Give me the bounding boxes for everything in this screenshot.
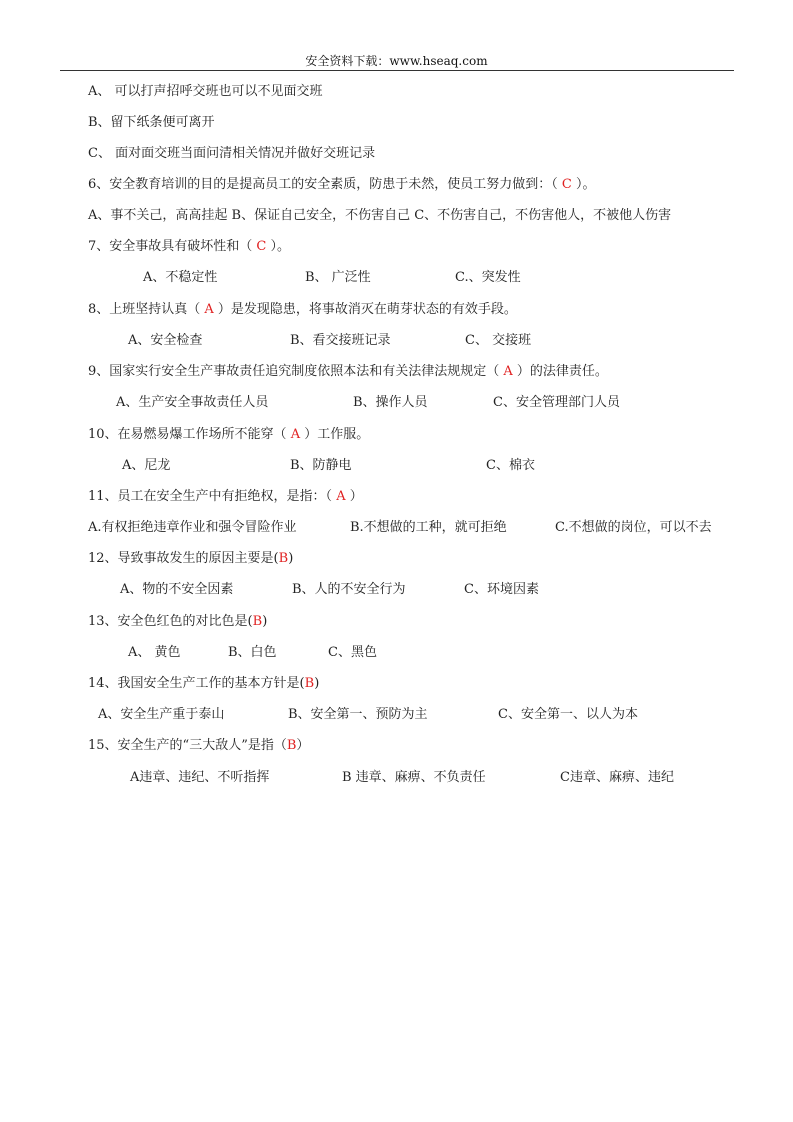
option-c: C、 交接班: [465, 333, 532, 348]
option-b: B、人的不安全行为: [292, 582, 406, 597]
option-a: A.有权拒绝违章作业和强令冒险作业: [88, 520, 297, 535]
question-text: 7、安全事故具有破坏性和（: [88, 239, 257, 254]
option-a: A、 黄色: [128, 645, 181, 660]
answer-mark: B: [286, 738, 297, 753]
question-line: [88, 177, 596, 193]
question-line: [88, 427, 369, 443]
question-line: [88, 676, 319, 692]
question-text-end: ): [262, 614, 268, 629]
option-c: C、棉衣: [486, 458, 535, 473]
option-line: A、 可以打声招呼交班也可以不见面交班: [88, 84, 323, 99]
option-a: A、安全检查: [128, 333, 203, 348]
option-a: A违章、违纪、不听指挥: [130, 770, 270, 785]
question-text-end: ）是发现隐患，将事故消灭在萌芽状态的有效手段。: [213, 302, 517, 317]
question-text: 6、安全教育培训的目的是提高员工的安全素质，防患于未然，使员工努力做到：（: [88, 177, 562, 192]
answer-mark: B: [252, 614, 263, 629]
question-line: [88, 239, 290, 255]
question-line: [88, 489, 363, 505]
option-b: B、安全第一、预防为主: [288, 707, 428, 722]
option-a: A、尼龙: [122, 458, 171, 473]
answer-mark: A: [336, 489, 346, 504]
option-c: C、环境因素: [464, 582, 539, 597]
option-c: C、安全管理部门人员: [493, 395, 620, 410]
option-b: B.不想做的工种，就可拒绝: [350, 520, 507, 535]
question-text-end: ): [288, 551, 294, 566]
answer-mark: C: [256, 239, 267, 254]
option-line: A、事不关己，高高挂起 B、保证自己安全，不伤害自己 C、不伤害自己，不伤害他人，不被他人伤害: [88, 208, 672, 223]
option-b: B 违章、麻痹、不负责任: [342, 770, 486, 785]
question-line: [88, 364, 608, 380]
option-a: A、安全生产重于泰山: [98, 707, 225, 722]
option-c: C.不想做的岗位，可以不去: [555, 520, 712, 535]
option-b: B、看交接班记录: [290, 333, 391, 348]
question-text: 14、我国安全生产工作的基本方针是(: [88, 676, 305, 691]
question-text-end: ）的法律责任。: [512, 364, 608, 379]
question-line: [88, 738, 309, 754]
question-text: 13、安全色红色的对比色是(: [88, 614, 253, 629]
option-c: C、安全第一、以人为本: [498, 707, 638, 722]
option-b: B、白色: [228, 645, 277, 660]
option-b: B、 广泛性: [305, 270, 371, 285]
answer-mark: B: [278, 551, 289, 566]
question-text-end: ）。: [266, 239, 290, 254]
option-c: C违章、麻痹、违纪: [560, 770, 674, 785]
page-header: 安全资料下载：www.hseaq.com: [305, 54, 488, 68]
question-text: 10、在易燃易爆工作场所不能穿（: [88, 427, 291, 442]
question-text: 8、上班坚持认真（: [88, 302, 205, 317]
option-c: C.、突发性: [455, 270, 521, 285]
option-a: A、物的不安全因素: [120, 582, 234, 597]
question-text-end: ）。: [571, 177, 596, 192]
option-a: A、生产安全事故责任人员: [116, 395, 269, 410]
question-line: [88, 302, 517, 318]
option-a: A、不稳定性: [143, 270, 218, 285]
answer-mark: A: [290, 427, 301, 442]
option-line: C、 面对面交班当面问清相关情况并做好交班记录: [88, 146, 376, 161]
question-line: [88, 551, 293, 567]
question-text: 12、导致事故发生的原因主要是(: [88, 551, 279, 566]
answer-mark: C: [561, 177, 572, 192]
question-text: 15、安全生产的“三大敌人”是指（: [88, 738, 287, 753]
answer-mark: A: [503, 364, 513, 379]
answer-mark: B: [304, 676, 315, 691]
option-b: B、操作人员: [353, 395, 428, 410]
question-text: 9、国家实行安全生产事故责任追究制度依照本法和有关法律法规规定（: [88, 364, 504, 379]
question-text-end: ）工作服。: [300, 427, 370, 442]
option-b: B、防静电: [290, 458, 352, 473]
question-text-end: ）: [296, 738, 310, 753]
question-text-end: ): [314, 676, 320, 691]
option-line: B、留下纸条便可离开: [88, 115, 215, 130]
option-c: C、黑色: [328, 645, 377, 660]
question-text: 11、员工在安全生产中有拒绝权，是指：（: [88, 489, 337, 504]
question-text-end: ）: [345, 489, 363, 504]
question-line: [88, 614, 267, 630]
answer-mark: A: [204, 302, 214, 317]
